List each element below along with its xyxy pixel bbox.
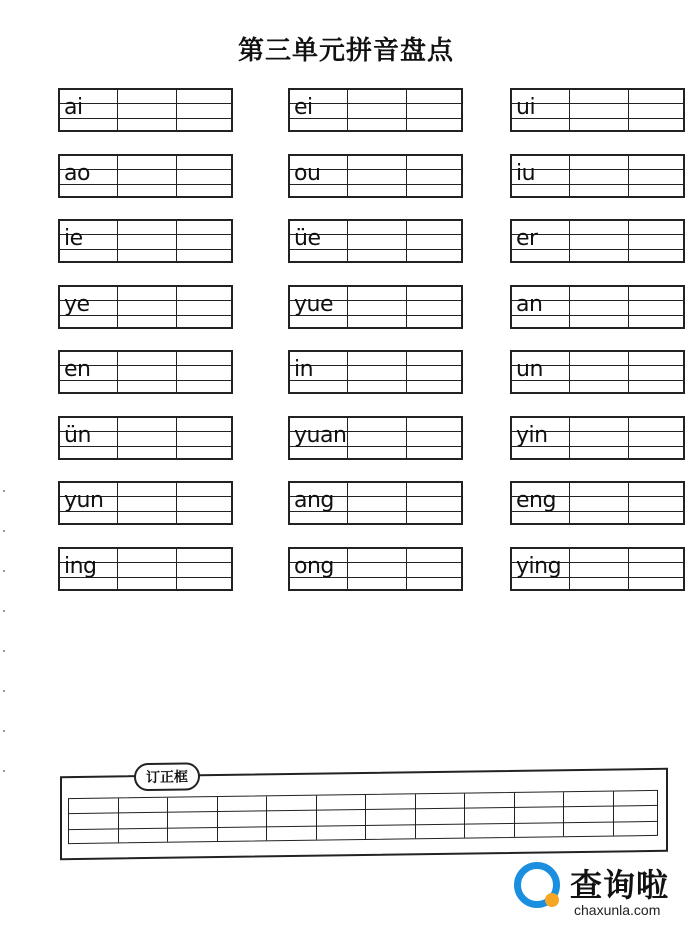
pinyin-syllable: ie — [64, 226, 83, 251]
pinyin-row — [58, 219, 678, 265]
pinyin-syllable: an — [516, 291, 543, 317]
pinyin-row — [58, 350, 678, 396]
pinyin-syllable: ai — [64, 95, 83, 120]
pinyin-writing-box — [288, 154, 463, 198]
guide-line — [290, 380, 461, 381]
guide-line — [512, 103, 683, 104]
pinyin-syllable: en — [64, 357, 91, 382]
pinyin-writing-box — [58, 285, 233, 329]
pinyin-syllable: ang — [294, 488, 334, 513]
pinyin-syllable: ui — [516, 95, 536, 120]
pinyin-writing-box — [288, 285, 463, 329]
pinyin-syllable: ying — [516, 553, 562, 579]
guide-line — [512, 184, 683, 185]
pinyin-syllable: ün — [64, 422, 91, 448]
guide-line — [290, 365, 461, 366]
pinyin-syllable: er — [516, 226, 538, 251]
pinyin-writing-box — [58, 481, 233, 525]
magnifier-icon — [514, 862, 560, 908]
pinyin-syllable: ei — [294, 95, 313, 120]
margin-marks — [3, 490, 5, 810]
pinyin-syllable: ou — [294, 160, 321, 186]
pinyin-syllable: yin — [516, 422, 548, 448]
pinyin-writing-box — [510, 88, 685, 132]
guide-line — [60, 234, 231, 235]
pinyin-syllable: eng — [516, 488, 556, 513]
correction-box — [60, 768, 668, 860]
pinyin-writing-box — [510, 481, 685, 525]
pinyin-writing-box — [510, 547, 685, 591]
pinyin-row — [58, 416, 678, 462]
pinyin-writing-box — [510, 219, 685, 263]
pinyin-writing-box — [58, 547, 233, 591]
pinyin-row — [58, 481, 678, 527]
pinyin-writing-box — [288, 219, 463, 263]
guide-line — [512, 169, 683, 170]
pinyin-syllable: ing — [64, 553, 97, 579]
pinyin-syllable: iu — [516, 160, 536, 186]
pinyin-syllable: ao — [64, 160, 90, 186]
pinyin-writing-box — [58, 88, 233, 132]
pinyin-row — [58, 547, 678, 593]
pinyin-writing-box — [510, 416, 685, 460]
watermark-url: chaxunla.com — [574, 902, 661, 918]
watermark-text: 查询啦 — [570, 866, 670, 904]
pinyin-syllable: üe — [294, 226, 321, 251]
pinyin-writing-box — [58, 350, 233, 394]
pinyin-syllable: yue — [294, 291, 333, 317]
logo-dot — [545, 893, 559, 907]
pinyin-row — [58, 154, 678, 200]
correction-label: 订正框 — [134, 762, 200, 791]
pinyin-writing-box — [288, 350, 463, 394]
pinyin-row — [58, 88, 678, 134]
page-title: 第三单元拼音盘点 — [237, 36, 454, 66]
guide-line — [60, 249, 231, 250]
guide-line — [290, 103, 461, 104]
pinyin-writing-box — [510, 154, 685, 198]
pinyin-writing-box — [288, 416, 463, 460]
pinyin-syllable: yuan — [294, 422, 347, 448]
pinyin-writing-box — [510, 285, 685, 329]
guide-line — [512, 118, 683, 119]
correction-writing-grid — [68, 790, 658, 844]
guide-line — [60, 103, 231, 104]
pinyin-syllable: un — [516, 357, 543, 382]
pinyin-row — [58, 285, 678, 331]
pinyin-writing-box — [58, 154, 233, 198]
correction-cell-divider — [69, 792, 614, 844]
pinyin-syllable: ye — [64, 291, 90, 317]
pinyin-syllable: yun — [64, 488, 104, 513]
pinyin-writing-box — [288, 88, 463, 132]
watermark-logo — [514, 858, 684, 920]
pinyin-syllable: ong — [294, 553, 334, 579]
pinyin-syllable: in — [294, 357, 314, 382]
guide-line — [60, 118, 231, 119]
pinyin-writing-box — [510, 350, 685, 394]
guide-line — [290, 118, 461, 119]
pinyin-writing-box — [58, 219, 233, 263]
pinyin-writing-box — [58, 416, 233, 460]
pinyin-writing-box — [288, 481, 463, 525]
pinyin-writing-box — [288, 547, 463, 591]
